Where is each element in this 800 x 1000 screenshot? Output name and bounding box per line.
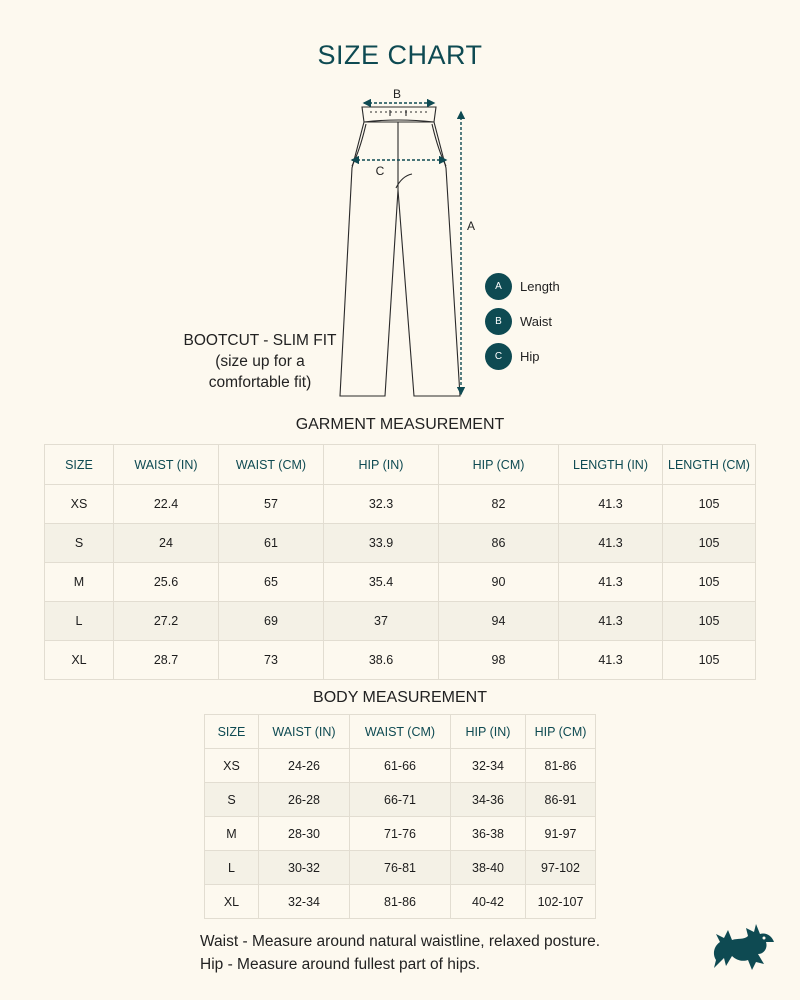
marker-b: B — [392, 87, 402, 101]
table-cell: 27.2 — [114, 602, 219, 641]
table-header-row — [45, 445, 756, 485]
table-cell: 24-26 — [259, 749, 350, 783]
table-cell: L — [45, 602, 114, 641]
column-header: WAIST (CM) — [350, 715, 451, 749]
table-cell: 86-91 — [526, 783, 596, 817]
table-cell: 71-76 — [350, 817, 451, 851]
column-header: HIP (CM) — [526, 715, 596, 749]
fit-line-2: (size up for a — [215, 353, 305, 370]
table-cell: 57 — [219, 485, 324, 524]
table-cell: 41.3 — [559, 485, 663, 524]
garment-measurement-title: GARMENT MEASUREMENT — [295, 416, 505, 433]
table-cell: 94 — [439, 602, 559, 641]
column-header: WAIST (CM) — [219, 445, 324, 485]
table-cell: 38-40 — [451, 851, 526, 885]
table-cell: 82 — [439, 485, 559, 524]
table-cell: 32-34 — [451, 749, 526, 783]
garment-measurement-table — [44, 444, 756, 680]
table-cell: 35.4 — [324, 563, 439, 602]
table-cell: 40-42 — [451, 885, 526, 919]
marker-c: C — [375, 164, 385, 178]
table-cell: 81-86 — [350, 885, 451, 919]
page-title: SIZE CHART — [317, 40, 483, 70]
legend-item-length — [485, 272, 560, 300]
table-header-row — [205, 715, 596, 749]
table-cell: 73 — [219, 641, 324, 680]
table-cell: 65 — [219, 563, 324, 602]
legend-label: Waist — [520, 313, 553, 329]
table-cell: 91-97 — [526, 817, 596, 851]
table-cell: L — [205, 851, 259, 885]
column-header: LENGTH (CM) — [663, 445, 756, 485]
column-header: LENGTH (IN) — [559, 445, 663, 485]
table-cell: 81-86 — [526, 749, 596, 783]
marker-a: A — [466, 219, 476, 233]
table-row — [205, 851, 596, 885]
column-header: SIZE — [205, 715, 259, 749]
table-cell: 86 — [439, 524, 559, 563]
table-cell: S — [205, 783, 259, 817]
table-cell: 90 — [439, 563, 559, 602]
column-header: HIP (CM) — [439, 445, 559, 485]
table-cell: 69 — [219, 602, 324, 641]
table-cell: 41.3 — [559, 602, 663, 641]
table-cell: 32-34 — [259, 885, 350, 919]
table-cell: 105 — [663, 524, 756, 563]
legend-badge: A — [485, 273, 512, 300]
table-row — [45, 641, 756, 680]
table-cell: 61 — [219, 524, 324, 563]
table-cell: 37 — [324, 602, 439, 641]
table-cell: 76-81 — [350, 851, 451, 885]
table-cell: 41.3 — [559, 524, 663, 563]
column-header: WAIST (IN) — [259, 715, 350, 749]
table-cell: 24 — [114, 524, 219, 563]
table-cell: 97-102 — [526, 851, 596, 885]
table-cell: 25.6 — [114, 563, 219, 602]
waist-note: Waist - Measure around natural waistline, relaxed posture. — [200, 933, 601, 950]
table-cell: 105 — [663, 641, 756, 680]
legend-item-hip — [485, 342, 560, 370]
table-row — [205, 749, 596, 783]
table-cell: 34-36 — [451, 783, 526, 817]
table-cell: XS — [205, 749, 259, 783]
table-cell: 22.4 — [114, 485, 219, 524]
table-cell: 66-71 — [350, 783, 451, 817]
table-cell: 30-32 — [259, 851, 350, 885]
fit-line-3: comfortable fit) — [208, 374, 312, 391]
column-header: SIZE — [45, 445, 114, 485]
fit-description — [150, 330, 370, 393]
table-row — [205, 817, 596, 851]
table-cell: 26-28 — [259, 783, 350, 817]
measurement-legend — [485, 272, 560, 377]
legend-label: Length — [520, 278, 560, 294]
table-cell: 41.3 — [559, 641, 663, 680]
table-cell: M — [45, 563, 114, 602]
legend-label: Hip — [520, 348, 540, 364]
table-cell: 102-107 — [526, 885, 596, 919]
table-cell: 105 — [663, 563, 756, 602]
table-cell: 105 — [663, 485, 756, 524]
table-row — [45, 563, 756, 602]
legend-badge: C — [485, 343, 512, 370]
hip-note: Hip - Measure around fullest part of hips. — [200, 956, 480, 973]
table-cell: 33.9 — [324, 524, 439, 563]
table-cell: XL — [45, 641, 114, 680]
table-cell: 98 — [439, 641, 559, 680]
table-cell: XS — [45, 485, 114, 524]
legend-item-waist — [485, 307, 560, 335]
table-cell: XL — [205, 885, 259, 919]
body-measurement-title: BODY MEASUREMENT — [313, 689, 487, 706]
fit-line-1: BOOTCUT - SLIM FIT — [183, 332, 337, 349]
table-cell: S — [45, 524, 114, 563]
table-cell: 41.3 — [559, 563, 663, 602]
table-row — [45, 602, 756, 641]
table-cell: 61-66 — [350, 749, 451, 783]
body-measurement-table — [204, 714, 596, 919]
table-cell: 105 — [663, 602, 756, 641]
column-header: HIP (IN) — [324, 445, 439, 485]
measurement-notes — [200, 930, 600, 976]
table-row — [45, 485, 756, 524]
table-row — [205, 783, 596, 817]
column-header: WAIST (IN) — [114, 445, 219, 485]
table-cell: 38.6 — [324, 641, 439, 680]
table-cell: 28-30 — [259, 817, 350, 851]
table-row — [205, 885, 596, 919]
column-header: HIP (IN) — [451, 715, 526, 749]
table-cell: 28.7 — [114, 641, 219, 680]
table-cell: 32.3 — [324, 485, 439, 524]
griffin-logo-icon — [706, 920, 778, 976]
table-cell: 36-38 — [451, 817, 526, 851]
legend-badge: B — [485, 308, 512, 335]
table-cell: M — [205, 817, 259, 851]
table-row — [45, 524, 756, 563]
